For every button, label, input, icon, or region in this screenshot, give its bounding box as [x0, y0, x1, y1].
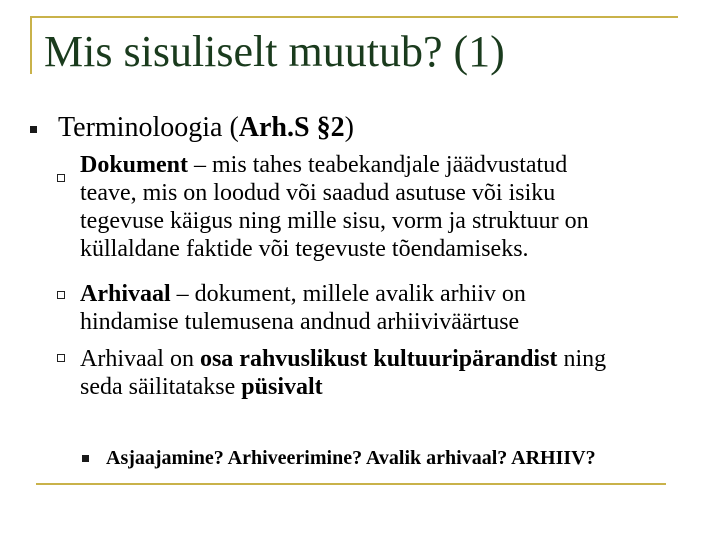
- bullet-terminoloogia: Terminoloogia (Arh.S §2): [58, 112, 354, 143]
- checkbox-bullet-icon: [57, 174, 65, 182]
- slide-title: Mis sisuliselt muutub? (1): [44, 27, 505, 76]
- square-bullet-icon: [82, 455, 89, 462]
- checkbox-bullet-icon: [57, 354, 65, 362]
- sub-bullet-questions: Asjaajamine? Arhiveerimine? Avalik arhivaal? ARHIIV?: [106, 447, 596, 469]
- decorative-top-line: [30, 16, 678, 18]
- item-arhivaal: Arhivaal – dokument, millele avalik arhiiv on hindamise tulemusena andnud arhiiviväärtuse: [80, 281, 526, 335]
- item-arhivaal-kultuuriparand: Arhivaal on osa rahvuslikust kultuuripärandist ning seda säilitatakse püsivalt: [80, 346, 607, 400]
- checkbox-bullet-icon: [57, 291, 65, 299]
- decorative-left-line: [30, 16, 32, 74]
- square-bullet-icon: [30, 126, 37, 133]
- item-dokument: Dokument – mis tahes teabekandjale jäädvustatud teave, mis on loodud või saadud asutuse või isiku tegevuse käigus ning mille sisu, vorm ja struktuur on küllaldane faktide või tegevuste tõendamiseks.: [80, 152, 589, 262]
- decorative-bottom-line: [36, 483, 666, 485]
